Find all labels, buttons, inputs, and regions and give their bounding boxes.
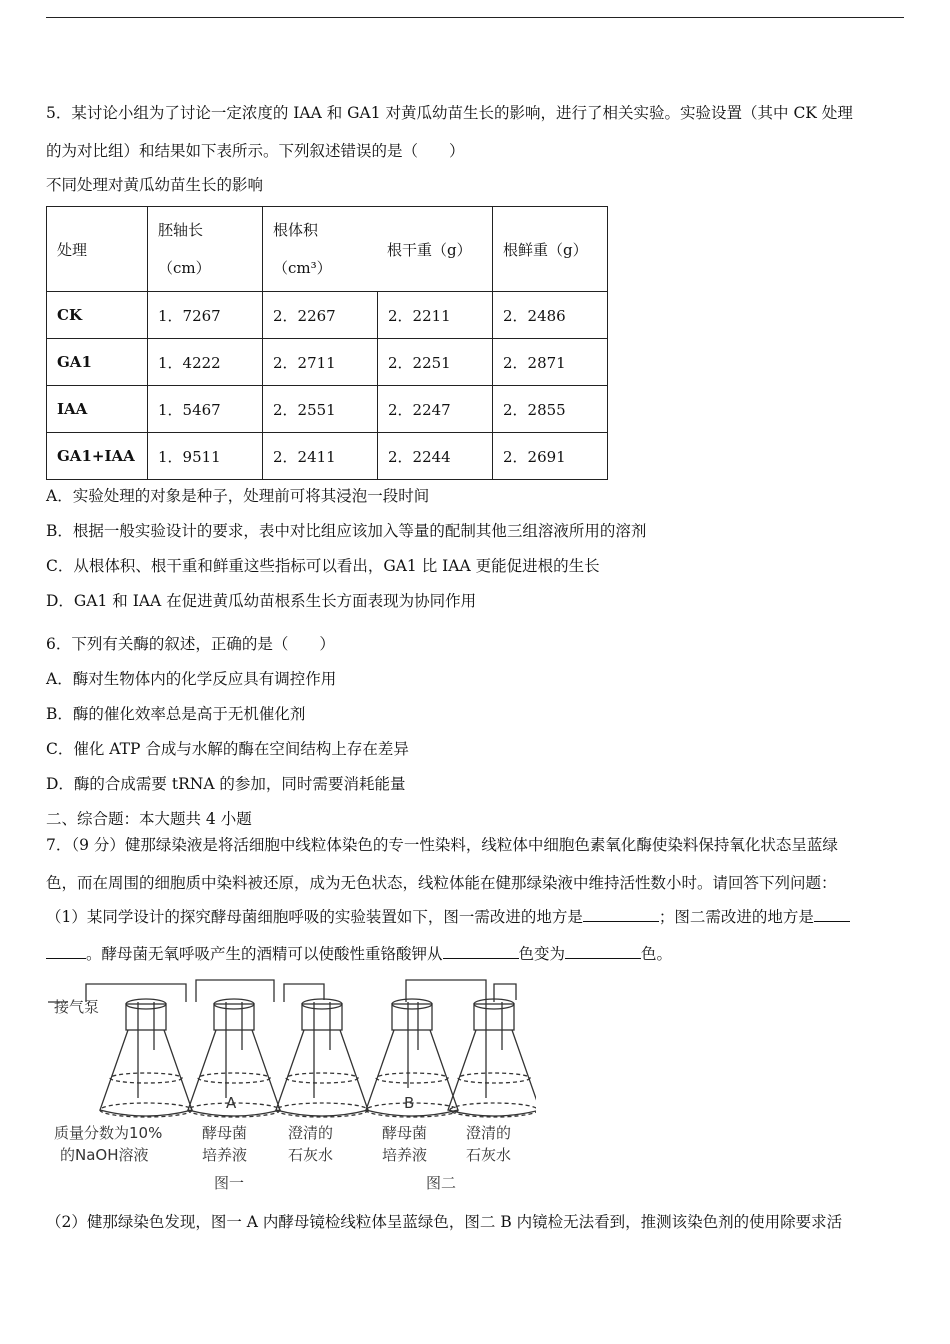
table-cell: 2．2247 xyxy=(378,386,493,433)
header-treatment: 处理 xyxy=(47,207,148,292)
figure-1-caption: 图一 xyxy=(214,1174,245,1192)
table-cell: CK xyxy=(47,292,148,339)
section-heading: 二、综合题：本大题共 4 小题 xyxy=(46,810,252,828)
table-cell: 2．2691 xyxy=(493,433,608,480)
flask-a-label: A xyxy=(226,1094,237,1112)
header-hypocotyl-unit: （cm） xyxy=(158,259,211,277)
table-row xyxy=(47,292,608,339)
q6-option-d: D．酶的合成需要 tRNA 的参加，同时需要消耗能量 xyxy=(46,775,406,793)
flask-3 xyxy=(276,999,368,1117)
table-cell: 2．2486 xyxy=(493,292,608,339)
header-root-volume-name: 根体积 xyxy=(273,221,319,239)
table-row xyxy=(47,339,608,386)
table-cell: 1．7267 xyxy=(148,292,263,339)
q5-stem-line1: 5．某讨论小组为了讨论一定浓度的 IAA 和 GA1 对黄瓜幼苗生长的影响，进行了相关实验。实验设置（其中 CK 处理 xyxy=(46,104,853,122)
header-hypocotyl-name: 胚轴长 xyxy=(158,221,204,239)
q7-part1-text-a: （1）某同学设计的探究酵母菌细胞呼吸的实验装置如下，图一需改进的地方是 xyxy=(46,908,583,926)
table-cell: 1．4222 xyxy=(148,339,263,386)
q7-part1-line2 xyxy=(46,944,672,964)
yeast-label-1: 酵母菌 xyxy=(202,1124,248,1142)
figure-2-caption: 图二 xyxy=(426,1174,457,1192)
header-fresh-weight: 根鲜重（g） xyxy=(493,207,608,292)
q7-part1-text-b: ；图二需改进的地方是 xyxy=(658,908,814,926)
q7-stem-line1: 7．（9 分）健那绿染液是将活细胞中线粒体染色的专一性染料，线粒体中细胞色素氧化酶使染料保持氧化状态呈蓝绿 xyxy=(46,836,838,854)
q5-option-d: D．GA1 和 IAA 在促进黄瓜幼苗根系生长方面表现为协同作用 xyxy=(46,592,477,610)
q7-part1-text-d: 色变为 xyxy=(518,945,566,963)
table-row xyxy=(47,433,608,480)
q6-option-a: A．酶对生物体内的化学反应具有调控作用 xyxy=(46,670,337,688)
flask-1 xyxy=(100,999,192,1117)
lime-label-2: 石灰水 xyxy=(288,1146,334,1164)
q5-option-c: C．从根体积、根干重和鲜重这些指标可以看出，GA1 比 IAA 更能促进根的生长 xyxy=(46,557,600,575)
q7-stem-line2: 色，而在周围的细胞质中染料被还原，成为无色状态，线粒体能在健那绿染液中维持活性数小时。请回答下列问题： xyxy=(46,874,837,892)
table-cell: 2．2871 xyxy=(493,339,608,386)
table-cell: GA1 xyxy=(47,339,148,386)
yeast2-label-1: 酵母菌 xyxy=(382,1124,428,1142)
table-row xyxy=(47,386,608,433)
header-root-volume-dry xyxy=(263,207,493,292)
q5-stem-line2: 的为对比组）和结果如下表所示。下列叙述错误的是（ ） xyxy=(46,142,465,160)
lime2-label-2: 石灰水 xyxy=(466,1146,512,1164)
table-cell: 2．2251 xyxy=(378,339,493,386)
answer-blank xyxy=(565,944,641,959)
header-hypocotyl xyxy=(148,207,263,292)
answer-blank xyxy=(46,944,86,959)
answer-blank xyxy=(443,944,519,959)
answer-blank xyxy=(583,907,659,922)
table-cell: 2．2711 xyxy=(263,339,378,386)
pump-label: 接气泵 xyxy=(54,998,100,1016)
q6-option-b: B．酶的催化效率总是高于无机催化剂 xyxy=(46,705,306,723)
table-cell: 2．2211 xyxy=(378,292,493,339)
lime2-label-1: 澄清的 xyxy=(466,1124,512,1142)
results-table xyxy=(46,206,608,480)
q6-option-c: C．催化 ATP 合成与水解的酶在空间结构上存在差异 xyxy=(46,740,409,758)
header-dry-weight: 根干重（g） xyxy=(387,240,472,259)
naoh-label-1: 质量分数为10% xyxy=(54,1124,163,1142)
table-cell: 2．2411 xyxy=(263,433,378,480)
table-cell: GA1+IAA xyxy=(47,433,148,480)
table-cell: IAA xyxy=(47,386,148,433)
q7-part1-text-e: 色。 xyxy=(641,945,673,963)
header-root-volume-unit: （cm³） xyxy=(273,259,332,277)
table-cell: 2．2551 xyxy=(263,386,378,433)
header-rule xyxy=(46,17,904,18)
table-header-row xyxy=(47,207,608,292)
q7-part2: （2）健那绿染色发现，图一 A 内酵母镜检线粒体呈蓝绿色，图二 B 内镜检无法看到，推测该染色剂的使用除要求活 xyxy=(46,1213,843,1231)
table-cell: 1．9511 xyxy=(148,433,263,480)
answer-blank xyxy=(814,907,850,922)
lime-label-1: 澄清的 xyxy=(288,1124,334,1142)
q5-option-b: B．根据一般实验设计的要求，表中对比组应该加入等量的配制其他三组溶液所用的溶剂 xyxy=(46,522,647,540)
table-cell: 2．2244 xyxy=(378,433,493,480)
naoh-label-2: 的NaOH溶液 xyxy=(60,1146,149,1164)
flask-b-label: B xyxy=(404,1094,415,1112)
flask-5 xyxy=(448,999,536,1117)
table-cell: 2．2855 xyxy=(493,386,608,433)
yeast2-label-2: 培养液 xyxy=(382,1146,428,1164)
yeast-label-2: 培养液 xyxy=(202,1146,248,1164)
table-title: 不同处理对黄瓜幼苗生长的影响 xyxy=(46,176,264,194)
table-cell: 2．2267 xyxy=(263,292,378,339)
q7-part1-line1 xyxy=(46,907,850,927)
table-cell: 1．5467 xyxy=(148,386,263,433)
q7-part1-text-c: 。酵母菌无氧呼吸产生的酒精可以使酸性重铬酸钾从 xyxy=(86,945,443,963)
apparatus-figure xyxy=(46,970,536,1200)
q6-stem: 6．下列有关酶的叙述，正确的是（ ） xyxy=(46,635,335,653)
q5-option-a: A．实验处理的对象是种子，处理前可将其浸泡一段时间 xyxy=(46,487,430,505)
